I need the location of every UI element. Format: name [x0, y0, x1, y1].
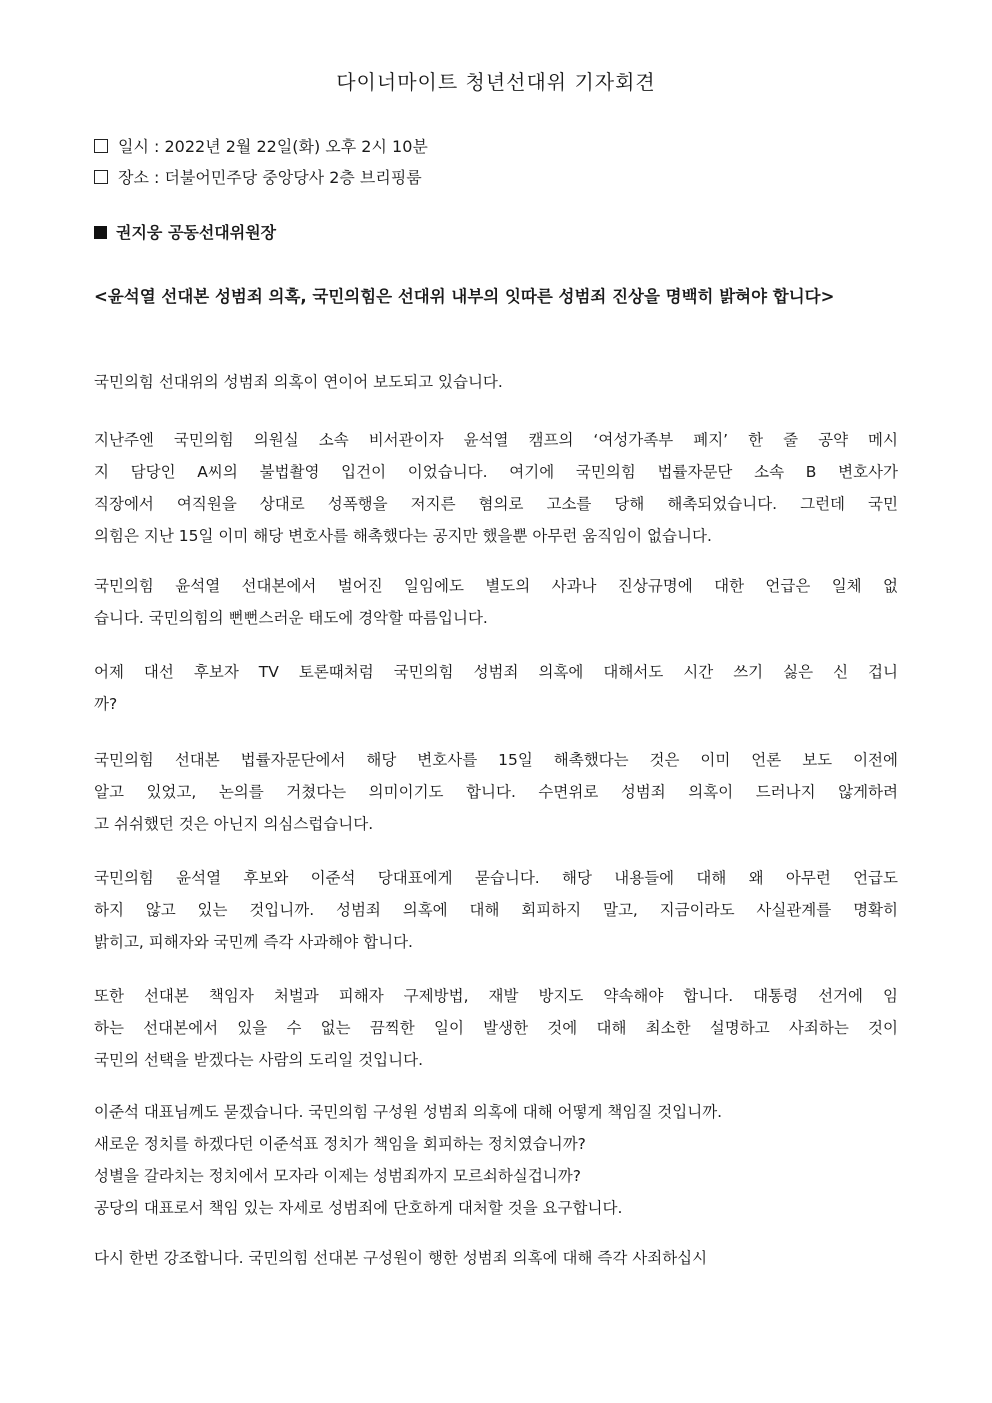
paragraph-line: 하지 않고 있는 것입니까. 성범죄 의혹에 대해 회피하지 말고, 지금이라도 사실관계를 명확히 — [94, 901, 898, 919]
meta-date — [94, 136, 428, 158]
paragraph-line: 새로운 정치를 하겠다던 이준석표 정치가 책임을 회피하는 정치였습니까? — [94, 1135, 586, 1153]
paragraph-line: 국민의힘 선대본 법률자문단에서 해당 변호사를 15일 해촉했다는 것은 이미 언론 보도 이전에 — [94, 751, 898, 769]
body-paragraph — [94, 862, 898, 958]
paragraph-line: 밝히고, 피해자와 국민께 즉각 사과해야 합니다. — [94, 933, 413, 951]
filled-square-icon — [94, 226, 107, 239]
checkbox-square-icon — [94, 170, 108, 184]
body-paragraph — [94, 656, 898, 720]
speaker-name: 권지웅 공동선대위원장 — [116, 223, 277, 242]
body-paragraph — [94, 744, 898, 840]
paragraph-line: 국민의힘 선대위의 성범죄 의혹이 연이어 보도되고 있습니다. — [94, 373, 503, 391]
paragraph-line: 또한 선대본 책임자 처벌과 피해자 구제방법, 재발 방지도 약속해야 합니다. 대통령 선거에 임 — [94, 987, 898, 1005]
paragraph-line: 공당의 대표로서 책임 있는 자세로 성범죄에 단호하게 대처할 것을 요구합니다. — [94, 1199, 623, 1217]
meta-place-text: 장소 : 더불어민주당 중앙당사 2층 브리핑룸 — [118, 168, 422, 187]
body-paragraph — [94, 1096, 898, 1224]
paragraph-line: 성별을 갈라치는 정치에서 모자라 이제는 성범죄까지 모르쇠하실겁니까? — [94, 1167, 581, 1185]
paragraph-line: 직장에서 여직원을 상대로 성폭행을 저지른 혐의로 고소를 당해 해촉되었습니다. 그런데 국민 — [94, 495, 898, 513]
paragraph-line: 지 담당인 A씨의 불법촬영 입건이 이었습니다. 여기에 국민의힘 법률자문단 소속 B 변호사가 — [94, 463, 898, 481]
paragraph-line: 까? — [94, 695, 118, 713]
paragraph-line: 다시 한번 강조합니다. 국민의힘 선대본 구성원이 행한 성범죄 의혹에 대해 즉각 사죄하십시 — [94, 1249, 708, 1267]
paragraph-line: 국민의 선택을 받겠다는 사람의 도리일 것입니다. — [94, 1051, 424, 1069]
paragraph-line: 지난주엔 국민의힘 의원실 소속 비서관이자 윤석열 캠프의 ‘여성가족부 폐지’ 한 줄 공약 메시 — [94, 431, 898, 449]
paragraph-line: 이준석 대표님께도 묻겠습니다. 국민의힘 구성원 성범죄 의혹에 대해 어떻게 책임질 것입니까. — [94, 1103, 723, 1121]
body-paragraph — [94, 424, 898, 552]
paragraph-line: 하는 선대본에서 있을 수 없는 끔찍한 일이 발생한 것에 대해 최소한 설명하고 사죄하는 것이 — [94, 1019, 898, 1037]
paragraph-line: 알고 있었고, 논의를 거쳤다는 의미이기도 합니다. 수면위로 성범죄 의혹이 드러나지 않게하려 — [94, 783, 898, 801]
paragraph-line: 고 쉬쉬했던 것은 아닌지 의심스럽습니다. — [94, 815, 374, 833]
paragraph-line: 국민의힘 윤석열 후보와 이준석 당대표에게 묻습니다. 해당 내용들에 대해 왜 아무런 언급도 — [94, 869, 898, 887]
paragraph-line: 습니다. 국민의힘의 뻔뻔스러운 태도에 경악할 따름입니다. — [94, 609, 488, 627]
body-paragraph — [94, 1242, 898, 1274]
meta-place — [94, 167, 422, 189]
meta-date-text: 일시 : 2022년 2월 22일(화) 오후 2시 10분 — [118, 137, 428, 156]
paragraph-line: 국민의힘 윤석열 선대본에서 벌어진 일임에도 별도의 사과나 진상규명에 대한 언급은 일체 없 — [94, 577, 898, 595]
page-title: 다이너마이트 청년선대위 기자회견 — [336, 70, 656, 94]
body-paragraph — [94, 570, 898, 634]
speaker-heading — [94, 222, 276, 244]
statement-headline: <윤석열 선대본 성범죄 의혹, 국민의힘은 선대위 내부의 잇따른 성범죄 진상을 명백히 밝혀야 합니다> — [94, 287, 835, 306]
paragraph-line: 의힘은 지난 15일 이미 해당 변호사를 해촉했다는 공지만 했을뿐 아무런 움직임이 없습니다. — [94, 527, 712, 545]
body-paragraph — [94, 980, 898, 1076]
checkbox-square-icon — [94, 139, 108, 153]
body-paragraph — [94, 366, 898, 398]
paragraph-line: 어제 대선 후보자 TV 토론때처럼 국민의힘 성범죄 의혹에 대해서도 시간 쓰기 싫은 신 겁니 — [94, 663, 898, 681]
